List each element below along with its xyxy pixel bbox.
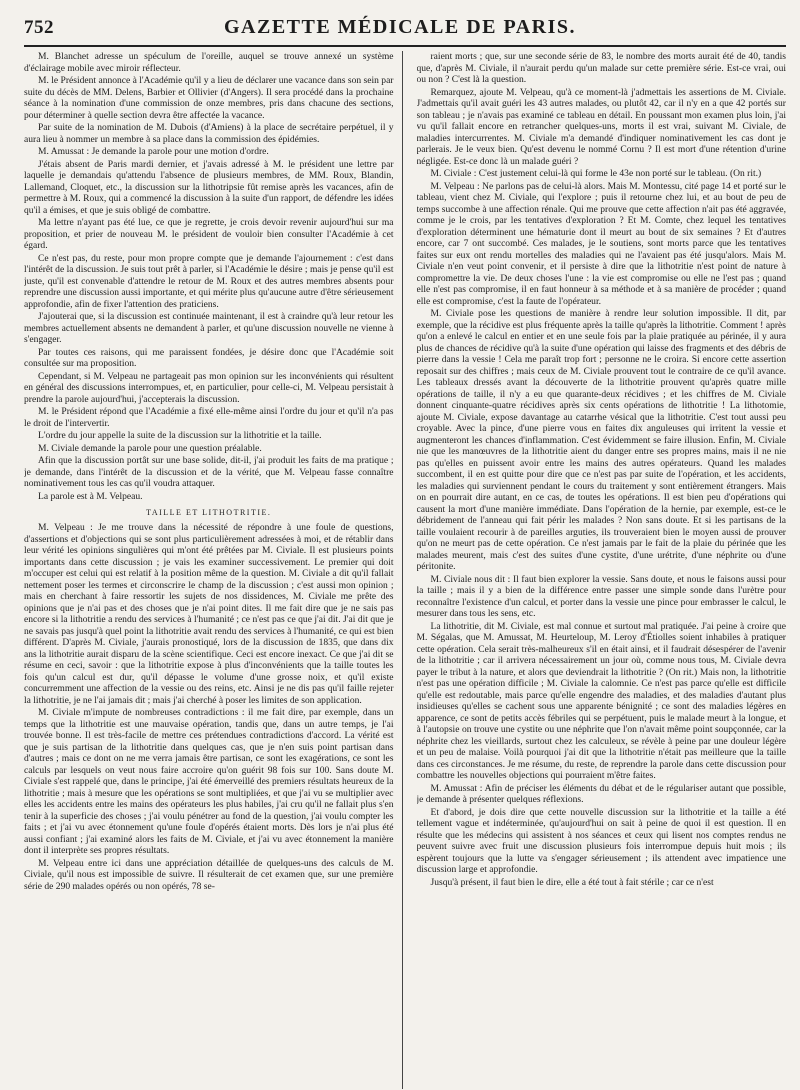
left-column — [24, 51, 403, 1089]
section-heading: TAILLE ET LITHOTRITIE. — [146, 508, 272, 517]
paragraph: J'ajouterai que, si la discussion est continuée maintenant, il est à craindre qu'à leur retour les membres actuellement absents ne demandent à parler, et qu'une discussion nouvelle ne vienne à s'engager. — [24, 311, 394, 345]
paragraph: M. Blanchet adresse un spéculum de l'oreille, auquel se trouve annexé un système d'éclairage mobile avec miroir réflecteur. — [24, 51, 394, 74]
paragraph: M. Civiale demande la parole pour une question préalable. — [38, 442, 262, 454]
paragraph: L'ordre du jour appelle la suite de la discussion sur la lithotritie et la taille. — [38, 430, 322, 441]
paragraph: M. Amussat : Je demande la parole pour une motion d'ordre. — [38, 146, 269, 157]
right-column-body — [417, 51, 787, 888]
paragraph: M. Velpeau : Je me trouve dans la nécessité de répondre à une foule de questions, d'assertions et d'objections qui se sont plus particulièrement adressées à moi, et de rétablir dans leur vérité les opinions singulières qui m'ont été prêtées par M. Civiale. Il est plusieurs points importants dans cette discussion ; je vais les examiner successivement. Le premier qui doit m'occuper est celui qui est relatif à la position même de la question. M. Civiale a dit qu'il fallait nettement poser les termes et circonscrire le champ de la discussion ; c'est aussi mon opinion ; mais en cherchant à faire ressortir les sujets de nos dissidences, M. Civiale me prête des opinions que je n'ai pas et des choses que je n'ai point dites. Il me fait dire que je ne sais pas encore si la lithotritie a rendu des services à l'humanité ; ce n'est pas ce que j'ai dit. J'ai dit que je ne savais pas jusqu'à quel point la lithotritie avait rendu des services à l'humanité, ce qui est bien différent. D'après M. Civiale, j'aurais pronostiqué, lors de la discussion de 1835, que dans dix ans la lithotritie aurait disparu de la scène scientifique. Ceci est encore inexact. Ce que j'ai dit se résume en ceci, savoir : que la lithotritie expose à plus d'inconvénients que la taille toutes les fois qu'un calcul est dur, qu'il dépasse le volume d'une grosse noix, et qu'il existe concurremment une affection de la vessie ou des reins, etc. Ainsi je ne dis pas qu'il faille rejeter la lithotritie, je ne l'ai jamais dit ; mais j'ai cherché à poser les limites de son application. — [24, 522, 394, 706]
paragraph: M. Civiale m'impute de nombreuses contradictions : il me fait dire, par exemple, dans un temps que la lithotritie est une mauvaise opération, tandis que, dans un autre temps, je l'ai trouvée bonne. Il est très-facile de mettre ces prétendues contradictions d'accord. La vérité est que je suis partisan de la lithotritie dans quelques cas, que je n'en suis point partisan dans d'autres ; mais ce dont on ne me verra jamais être partisan, ce sont les exagérations, ce sont les calculs par lesquels on veut nous faire accroire qu'on guérit 98 fois sur 100. Sans doute M. Civiale s'est rappelé que, dans le principe, j'ai été émerveillé des premiers résultats heureux de la lithotritie ; mais à mesure que les opérations se sont multipliées, et que j'ai vu se multiplier avec elles les accidents entre les mains des opérateurs les plus habiles, j'ai cru qu'il ne fallait plus s'en tenir à la superficie des choses ; j'ai voulu pénétrer au fond de la question, j'ai voulu compter les faits ; et j'ai vu avec étonnement qu'une foule d'opérés étaient morts. Dès lors je n'ai plus été aussi confiant ; j'ai examiné alors les faits de M. Civiale, et j'ai vu avec étonnement la manière dont il interprète ses propres résultats. — [24, 707, 394, 856]
paragraph: Jusqu'à présent, il faut bien le dire, elle a été tout à fait stérile ; car ce n'est — [430, 876, 714, 888]
paragraph: Et d'abord, je dois dire que cette nouvelle discussion sur la lithotritie et la taille a été tellement vague et indéterminée, qu'aujourd'hui on sait à peine de quoi il est question. Il en résulte que les médecins qui assistent à nos séances et ceux qui lisent nos comptes rendus ne peuvent suivre avec fruit une discussion plusieurs fois interrompue depuis huit mois ; ils espèrent toujours que la lutte va s'engager sérieusement ; ils attendent avec impatience une discussion large et approfondie. — [416, 806, 786, 875]
paragraph: La lithotritie, dit M. Civiale, est mal connue et surtout mal pratiquée. J'ai peine à croire que M. Ségalas, que M. Amussat, M. Heurteloup, M. Leroy d'Étiolles soient inhabiles à pratiquer cette opération. Cela serait très-malheureux s'il en était ainsi, et il faudrait désespérer de l'avenir de la lithotritie ; car il arrivera nécessairement un jour où, comme nous tous, M. Civiale devra payer le tribut à la nature, et alors que deviendrait la lithotritie ? (On rit.) Mais non, la lithotritie n'est pas une opération difficile ; M. Civiale la calomnie. Ce n'est pas parce qu'elle est difficile qu'elle est redoutable, mais parce qu'elle engendre des maladies, et des maladies d'autant plus insidieuses qu'elles se cachent sous une apparente bénignité ; ce sont des maladies légères en apparence, ce sont de petits accès fébriles qui se perpétuent, puis le malade meurt à la longue, et à l'autopsie on trouve une cystite ou une néphrite que l'on n'avait même point soupçonnée, car la néphrite chez les vieillards, surtout chez les calculeux, se révèle à peine par une douleur légère et un peu de malaise. Voilà pourquoi j'ai dit que la lithotritie n'était pas meilleure que la taille dans ces circonstances. Je me résume, du reste, de reprendre la parole dans cette discussion pour combattre les nouvelles objections qui pourraient m'être faites. — [416, 620, 786, 781]
paragraph: Cependant, si M. Velpeau ne partageait pas mon opinion sur les inconvénients qui résultent en général des discussions interrompues, et, en particulier, pour celle-ci, M. Velpeau persistait à prendre la parole aujourd'hui, j'accepterais la discussion. — [24, 370, 394, 405]
paragraph: Ma lettre n'ayant pas été lue, ce que je regrette, je crois devoir revenir aujourd'hui sur ma proposition, et prier de nouveau M. le président de vouloir bien consulter l'Académie à cet égard. — [24, 217, 394, 251]
paragraph: M. Velpeau : Ne parlons pas de celui-là alors. Mais M. Montessu, cité page 14 et porté sur le tableau, vient chez M. Civiale, qui l'explore ; puis il retourne chez lui, et au bout de peu de temps succombe à une affection rénale. Qui me prouve que cette affection n'ait pas été aggravée, comme je le crois, par les tentatives d'exploration ? Et M. Comte, chez lequel les tentatives d'exploration déterminent une hématurie dont il meurt au bout de six semaines ? Et d'autres encore, car 7 ont succombé. Ces malades, je le soutiens, sont morts parce que les tentatives faites sur eux ont rendu mortelles des maladies qui ne l'avaient pas été jusqu'alors. Mais M. Civiale n'en veut point convenir, et il persiste à dire que la lithotritie n'est point de nature à compromettre la vie. De deux choses l'une : la vie est compromise ou elle ne l'est pas ; quand elle n'est pas compromise, il en faut honneur à sa méthode et à sa manière de procéder ; quand elle est compromise, c'est la faute de l'opérateur. — [416, 180, 786, 307]
paragraph: raient morts ; que, sur une seconde série de 83, le nombre des morts aurait été de 40, tandis que, d'après M. Civiale, il n'aurait perdu qu'un malade sur cette première série. Est-ce vrai, oui ou non ? C'est là la question. — [416, 51, 786, 85]
paragraph: M. le Président répond que l'Académie a fixé elle-même ainsi l'ordre du jour et qu'il n'a pas le droit de l'intervertir. — [24, 406, 394, 429]
paragraph: Afin que la discussion portât sur une base solide, dit-il, j'ai produit les faits de ma pratique ; je demande, dans l'intérêt de la discussion et de la vérité, que M. Velpeau fasse connaître nominativement tous les cas qu'il voudra attaquer. — [24, 455, 394, 489]
page-number: 752 — [24, 17, 54, 38]
left-column-section-before — [24, 51, 394, 502]
paragraph: M. Civiale pose les questions de manière à rendre leur solution impossible. Il dit, par exemple, que la récidive est plus fréquente après la taille qu'après la lithotritie. Comment ! après qu'on a enlevé le calcul en entier et en une seule fois par la plaie pratiquée au périnée, il y aura plus de chances de récidive qu'à la suite d'une opération qui laisse des fragments et des débris de pierre dans la vessie ! Cela me paraît trop fort ; personne ne le croira. Si encore cette assertion reposait sur des chiffres ; mais ceux de M. Civiale prouvent tout le contraire de ce qu'il avance. Les tableaux dressés avant la découverte de la lithotritie prouvent qu'après quatre mille opérations de taille, il n'y a eu que quarante-deux récidives ; et les chiffres de M. Civiale donnent cinquante-quatre récidives après six cents opérations de lithotritie ! La lithotomie, ajoute M. Civiale, expose davantage au catarrhe vésical que la lithotritie. C'est tout aussi peu croyable. Avec la pince, d'une pierre vous en faites dix anguleuses qui irritent la vessie et augmenteront les chances d'inflammation. C'est évidemment se faire illusion. Enfin, M. Civiale nie que les manœuvres de la lithotritie aient du danger entre ses propres mains, mais il ne nie pas qu'elles en puissent avoir entre les mains des autres opérateurs. Quand les malades succombent, il en est quitte pour dire que ce n'est pas par suite de l'opération, et les accidents, les maladies qui surviennent pendant le cours du traitement y sont entièrement étrangers. Mais on en pourrait dire autant, en ce cas, de toutes les opérations. Il est bien peu d'opérations qui causent la mort d'une manière immédiate. Dans l'opération de la hernie, par exemple, est-ce le débridement de l'anneau qui fait périr les malades ? Non sans doute. Et si les partisans de la taille voulaient recourir à de pareilles arguties, ils trouveraient bien le moyen aussi de prouver qu'on ne meurt pas de cette opération. Ce n'est jamais par le fait de la plaie du périnée que les malades meurent, mais c'est des suites d'une cystite, d'une urétrite, d'une néphrite ou d'une péritonite. — [416, 308, 786, 572]
paragraph: Ce n'est pas, du reste, pour mon propre compte que je demande l'ajournement : c'est dans l'intérêt de la discussion. Je suis tout prêt à parler, si l'Académie le désire ; mais je pense qu'il est juste, qu'il est convenable d'attendre le retour de M. Roux et des autres membres absents pour reprendre une discussion aussi importante, et qui mérite plus qu'aucune autre d'être sérieusement approfondie, afin de fixer l'attention des praticiens. — [24, 252, 394, 310]
paragraph: Remarquez, ajoute M. Velpeau, qu'à ce moment-là j'admettais les assertions de M. Civiale. J'admettais qu'il avait guéri les 43 autres malades, ou plutôt 42, car il n'y en a que 42 portés sur son tableau ; je n'avais pas examiné ce tableau en détail. En poussant mon examen plus loin, j'ai vu qu'il fallait encore en retrancher quelques-uns, morts il est vrai, suivant M. Civiale, de maladies intercurrentes. M. Civiale m'a demandé d'indiquer nominativement les cas dont je parlerais. Je le veux bien. Qu'est devenu le nommé Cornu ? Il est mort d'une rétention d'urine négligée. Est-ce donc là un malade guéri ? — [416, 86, 786, 167]
page-header — [24, 16, 786, 47]
paragraph: La parole est à M. Velpeau. — [38, 490, 143, 502]
paragraph: M. Civiale : C'est justement celui-là qui forme le 43e non porté sur le tableau. (On rit.) — [430, 168, 762, 179]
article-columns — [24, 51, 786, 1089]
publication-title: GAZETTE MÉDICALE DE PARIS. — [223, 16, 577, 38]
left-column-section-after — [24, 522, 394, 892]
paragraph: M. Amussat : Afin de préciser les éléments du débat et de le régulariser autant que possible, je demande à présenter quelques réflexions. — [416, 782, 786, 805]
right-column — [417, 51, 787, 1089]
paragraph: Par suite de la nomination de M. Dubois (d'Amiens) à la place de secrétaire perpétuel, il y aura lieu à nommer un membre à sa place dans la commission des épidémies. — [24, 122, 394, 145]
paragraph: J'étais absent de Paris mardi dernier, et j'avais adressé à M. le président une lettre par laquelle je demandais qu'attendu l'absence de plusieurs membres, de MM. Roux, Blandin, Lallemand, Cloquet, etc., la discussion sur la lithotripsie fût remise après les vacances, afin de permettre à M. Roux, qui a commencé la discussion à la suite d'un rapport, de défendre les idées qu'il a émises, et que je suis obligé de combattre. — [24, 158, 394, 216]
paragraph: M. Civiale nous dit : Il faut bien explorer la vessie. Sans doute, et nous le faisons aussi pour la taille ; mais il y a bien de la différence entre passer une simple sonde dans l'urètre pour reconnaître l'existence d'un calcul, et porter dans la vessie une pince pour embrasser le calcul, le mesurer dans tous les sens, etc. — [416, 573, 786, 619]
paragraph: M. le Président annonce à l'Académie qu'il y a lieu de déclarer une vacance dans son sein par suite du décès de MM. Delens, Barbier et Ollivier (d'Angers). Il sera procédé dans la prochaine séance à la nomination d'une commission de onze membres, pris dans chacune des sections, pour déterminer à quelle section devra être affectée la vacance. — [24, 75, 394, 121]
paragraph: M. Velpeau entre ici dans une appréciation détaillée de quelques-uns des calculs de M. Civiale, qu'il nous est impossible de suivre. Il résulterait de cet examen que, sur une première série de 290 malades opérés ou non opérés, 78 se- — [24, 857, 394, 892]
paragraph: Par toutes ces raisons, qui me paraissent fondées, je désire donc que l'Académie soit consultée sur ma proposition. — [24, 346, 394, 369]
